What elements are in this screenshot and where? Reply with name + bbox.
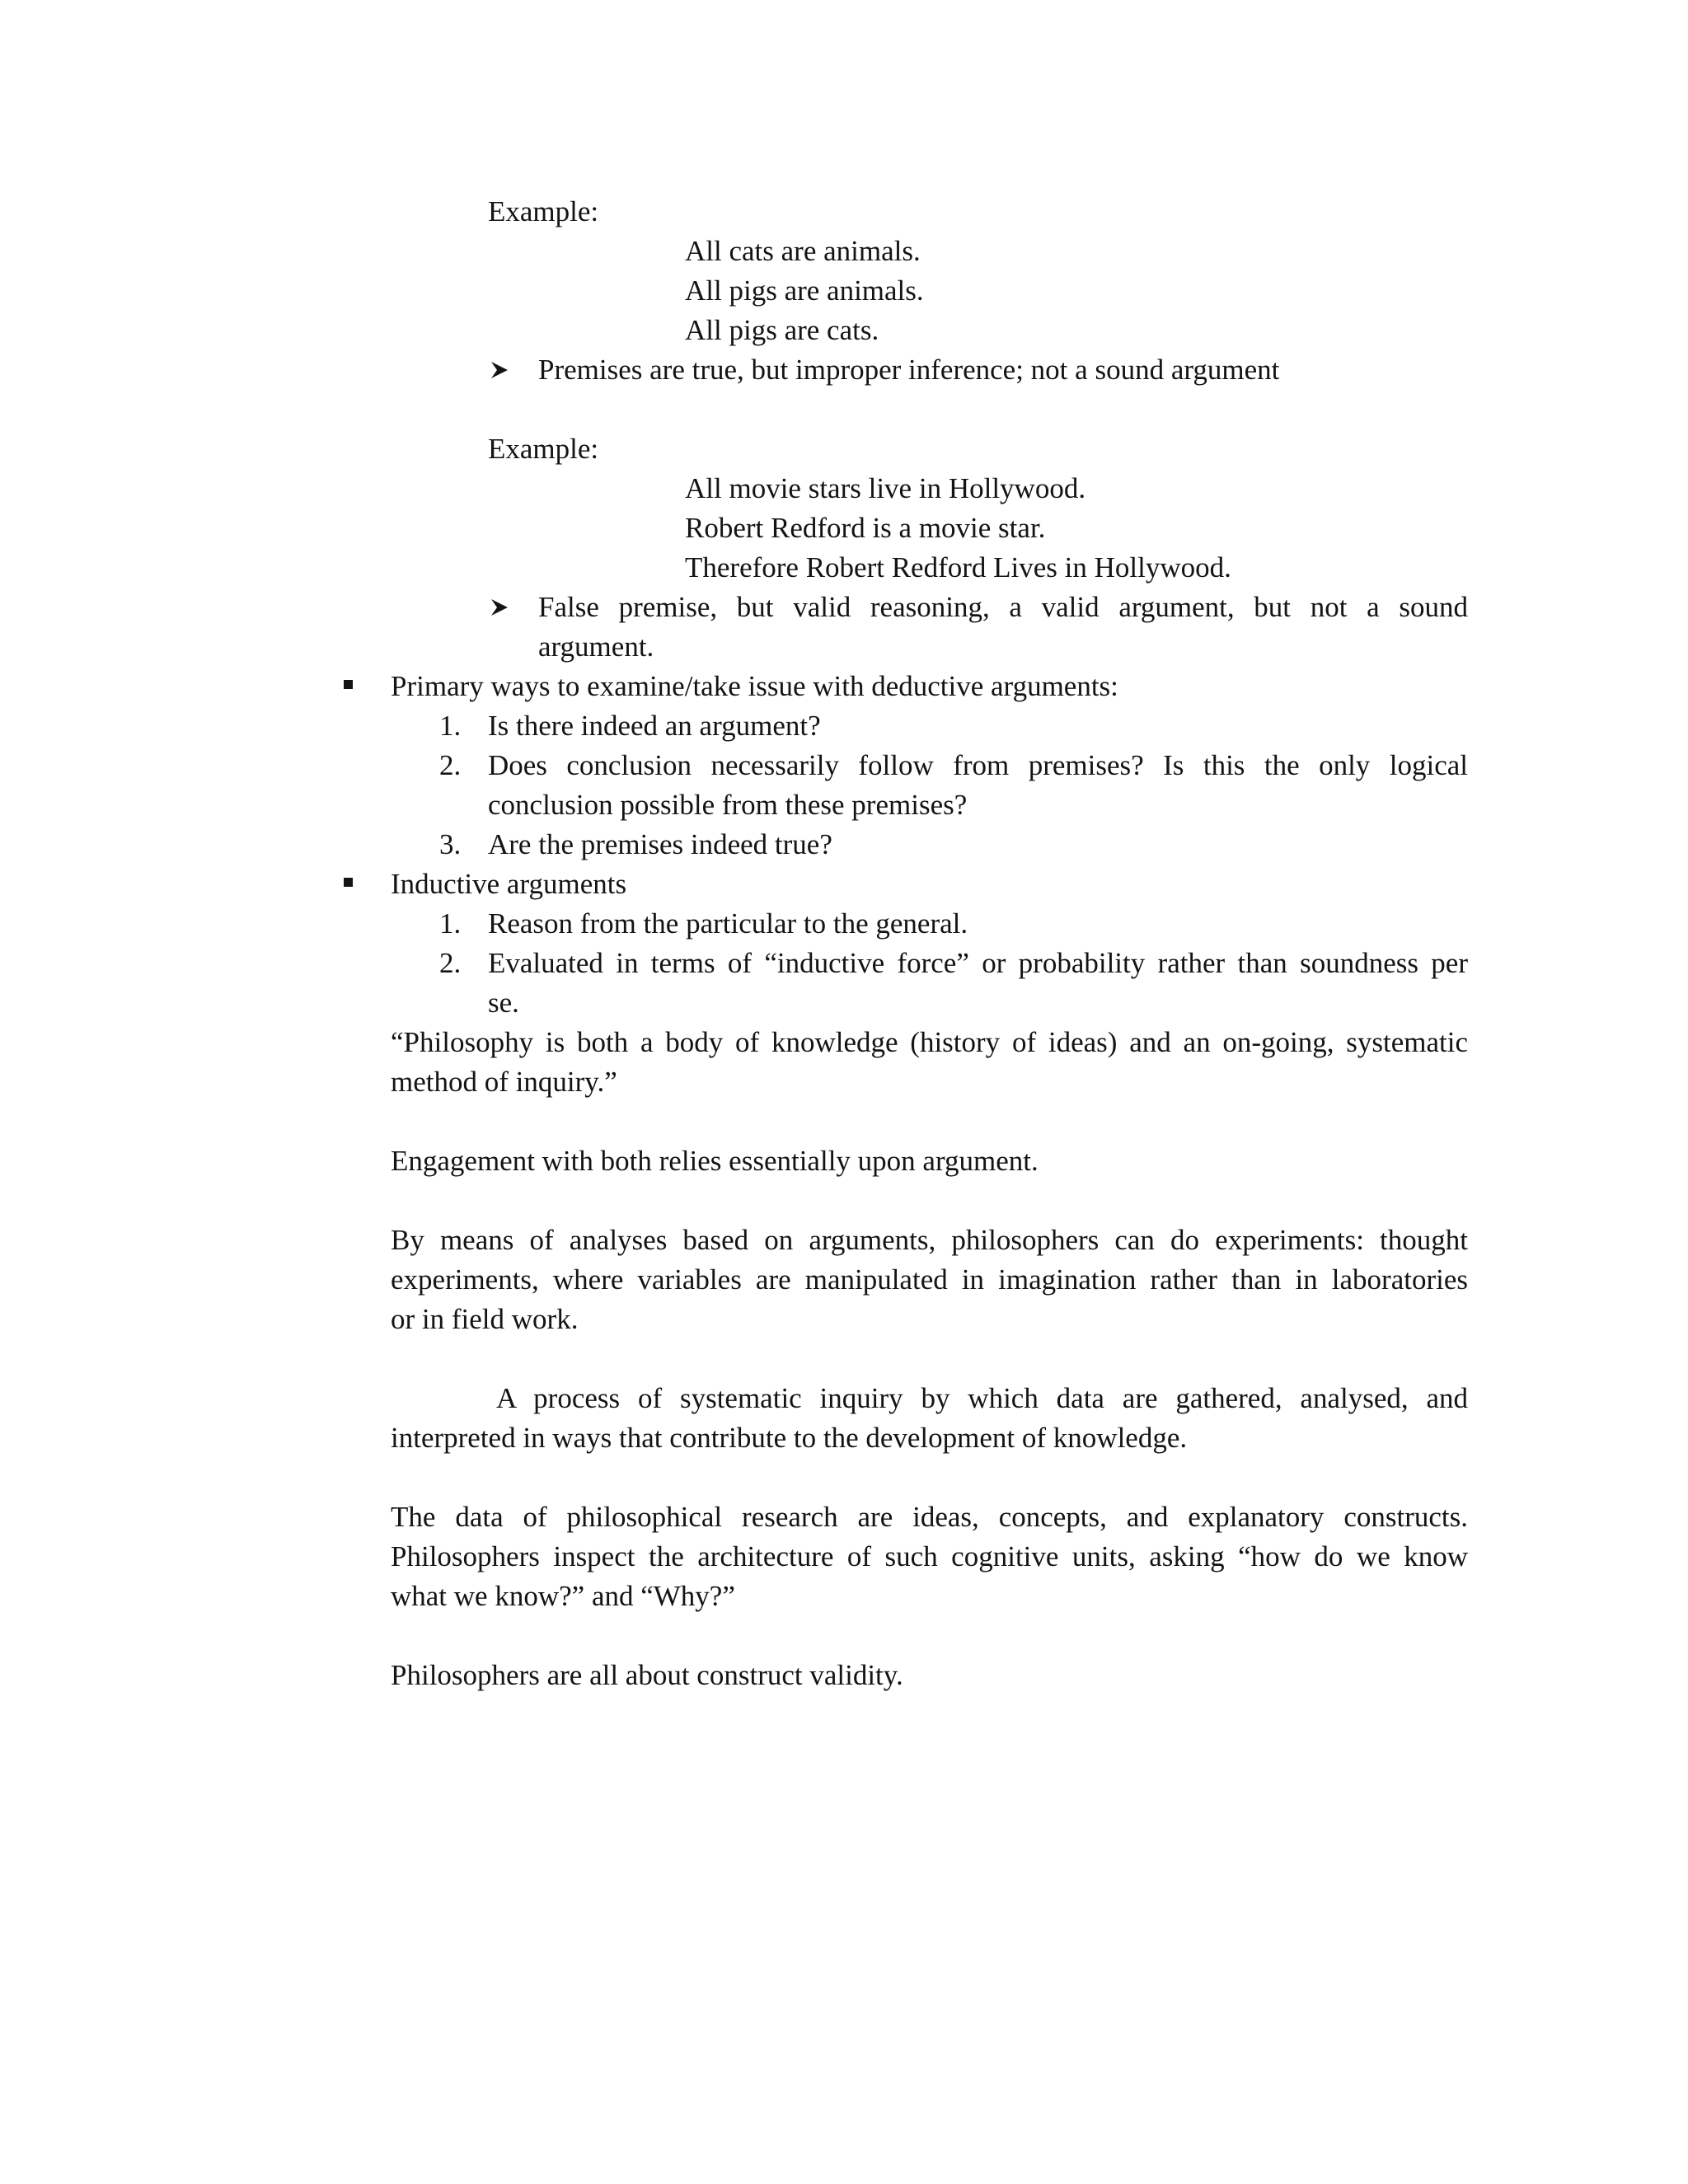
paragraph-line: By means of analyses based on arguments, philosophers can do experiments: thought xyxy=(391,1224,1468,1256)
list-item: Are the premises indeed true? xyxy=(488,828,832,860)
paragraph-line: or in field work. xyxy=(391,1303,579,1335)
syllogism-line: All pigs are animals. xyxy=(685,274,924,307)
syllogism-line: Therefore Robert Redford Lives in Hollywood. xyxy=(685,551,1231,583)
list-item: Reason from the particular to the general. xyxy=(488,907,968,940)
example-note-continued: argument. xyxy=(538,630,654,663)
bullet-heading: Inductive arguments xyxy=(391,868,627,900)
syllogism-line: All pigs are cats. xyxy=(685,314,879,346)
example-label: Example: xyxy=(488,195,599,227)
list-number: 1. xyxy=(439,907,462,940)
paragraph-line: “Philosophy is both a body of knowledge (history of ideas) and an on-going, systematic xyxy=(391,1026,1468,1058)
arrowhead-bullet-icon xyxy=(490,361,509,379)
square-bullet-icon xyxy=(344,878,353,887)
syllogism-line: All cats are animals. xyxy=(685,235,921,267)
list-number: 1. xyxy=(439,710,462,742)
list-item-continued: conclusion possible from these premises? xyxy=(488,789,968,821)
list-item: Does conclusion necessarily follow from premises? Is this the only logical xyxy=(488,749,1468,781)
paragraph-line: what we know?” and “Why?” xyxy=(391,1580,735,1612)
paragraph-line: interpreted in ways that contribute to the development of knowledge. xyxy=(391,1422,1188,1454)
example-label: Example: xyxy=(488,433,599,465)
list-item: Evaluated in terms of “inductive force” or probability rather than soundness per xyxy=(488,947,1468,979)
bullet-heading: Primary ways to examine/take issue with deductive arguments: xyxy=(391,670,1118,702)
list-number: 2. xyxy=(439,749,462,781)
example-note: Premises are true, but improper inference; not a sound argument xyxy=(538,354,1280,386)
syllogism-line: Robert Redford is a movie star. xyxy=(685,512,1046,544)
arrowhead-bullet-icon xyxy=(490,598,509,616)
list-item: Is there indeed an argument? xyxy=(488,710,821,742)
paragraph-line: Engagement with both relies essentially upon argument. xyxy=(391,1145,1039,1177)
square-bullet-icon xyxy=(344,680,353,689)
paragraph-line: Philosophers are all about construct validity. xyxy=(391,1659,903,1691)
list-item-continued: se. xyxy=(488,987,519,1019)
paragraph-line: experiments, where variables are manipulated in imagination rather than in laboratories xyxy=(391,1263,1468,1296)
paragraph-line: A process of systematic inquiry by which data are gathered, analysed, and xyxy=(496,1382,1468,1414)
list-number: 3. xyxy=(439,828,462,860)
syllogism-line: All movie stars live in Hollywood. xyxy=(685,472,1086,504)
paragraph-line: The data of philosophical research are ideas, concepts, and explanatory constructs. xyxy=(391,1501,1468,1533)
paragraph-line: Philosophers inspect the architecture of such cognitive units, asking “how do we know xyxy=(391,1540,1468,1572)
example-note: False premise, but valid reasoning, a valid argument, but not a sound xyxy=(538,591,1468,623)
paragraph-line: method of inquiry.” xyxy=(391,1066,617,1098)
list-number: 2. xyxy=(439,947,462,979)
